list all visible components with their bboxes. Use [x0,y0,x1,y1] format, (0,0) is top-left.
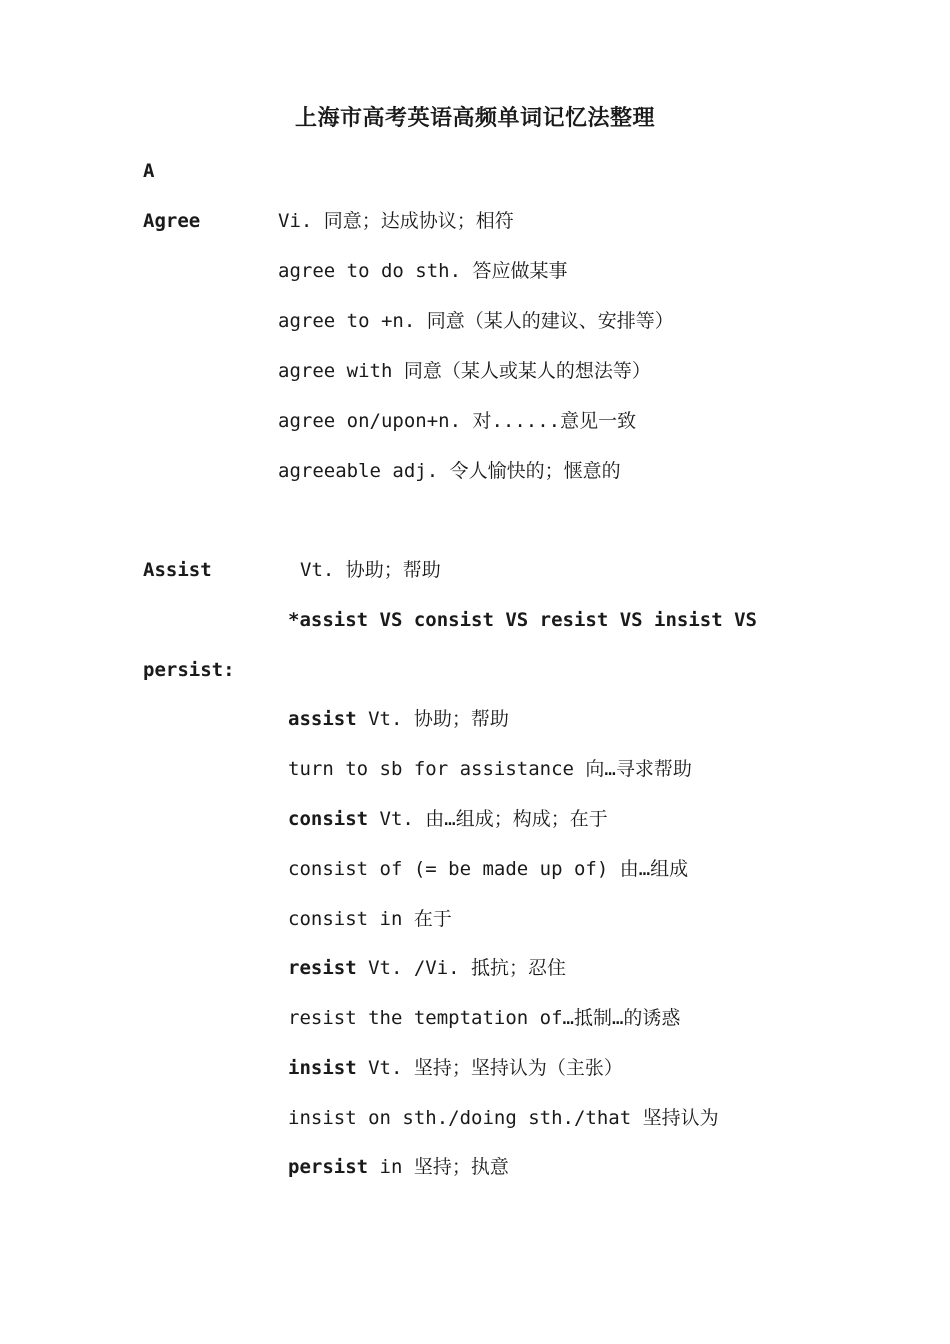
phrase-line [288,1105,719,1131]
word-gloss: insist on sth./doing sth./that 坚持认为 [288,1107,719,1129]
word-gloss: Vt. 协助；帮助 [356,708,509,730]
agree-definition: Vi. 同意；达成协议；相符 [278,210,514,232]
word-line-resist [288,955,566,981]
headword-assist: Assist [143,559,212,581]
headword-agree: Agree [143,210,201,232]
section-letter: A [143,160,155,182]
word-gloss: in 坚持；执意 [368,1156,509,1178]
word-gloss: turn to sb for assistance 向…寻求帮助 [288,758,692,780]
word-line-persist [288,1154,509,1180]
word-keyword: consist [288,808,369,830]
word-gloss: Vt. 由…组成；构成；在于 [368,808,608,830]
phrase-line [288,856,688,882]
word-gloss: Vt. 坚持；坚持认为（主张） [356,1057,623,1079]
agree-phrase-line: agree with 同意（某人或某人的想法等） [278,360,651,382]
word-keyword: resist [288,957,357,979]
comparison-line: *assist VS consist VS resist VS insist VS [288,609,757,631]
word-keyword: insist [288,1057,357,1079]
word-line-assist [288,706,509,732]
phrase-line [288,1005,680,1031]
word-keyword: persist [288,1156,369,1178]
word-gloss: consist in 在于 [288,908,452,930]
word-line-insist [288,1055,623,1081]
agree-phrase-line: agree on/upon+n. 对......意见一致 [278,410,637,432]
word-line-consist [288,806,608,832]
word-gloss: Vt. /Vi. 抵抗；忍住 [356,957,567,979]
agree-phrase-line: agreeable adj. 令人愉快的；惬意的 [278,460,621,482]
word-gloss: consist of (= be made up of) 由…组成 [288,858,689,880]
agree-phrase-line: agree to do sth. 答应做某事 [278,260,568,282]
comparison-wrap: persist: [143,659,235,681]
phrase-line [288,906,452,932]
page-title: 上海市高考英语高频单词记忆法整理 [294,106,655,131]
phrase-line [288,756,692,782]
word-keyword: assist [288,708,357,730]
assist-definition: Vt. 协助；帮助 [300,559,441,581]
word-gloss: resist the temptation of…抵制…的诱惑 [288,1007,681,1029]
agree-phrase-line: agree to +n. 同意（某人的建议、安排等） [278,310,674,332]
